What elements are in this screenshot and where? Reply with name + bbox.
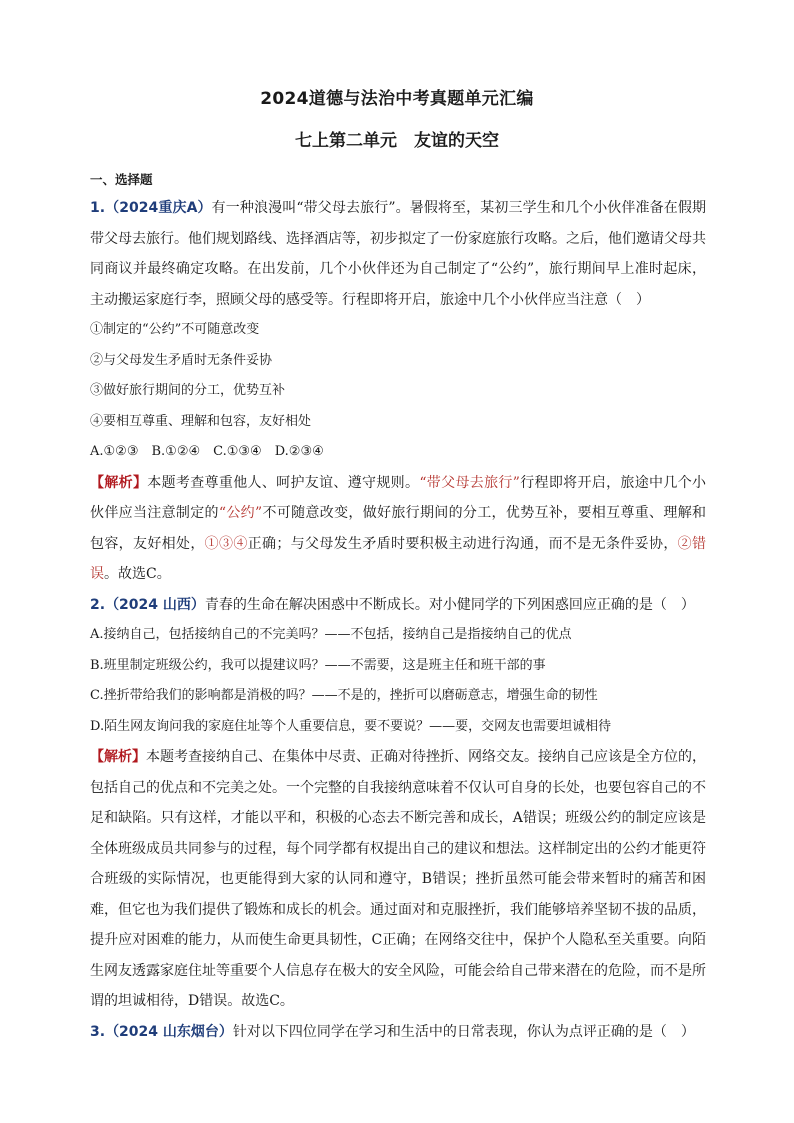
- question-number: 3.: [90, 1023, 106, 1040]
- question-3: [90, 1017, 706, 1048]
- question-1: [90, 193, 706, 315]
- analysis-2: [90, 742, 706, 1017]
- option-c: C.挫折带给我们的影响都是消极的吗？——不是的，挫折可以磨砺意志，增强生命的韧性: [90, 688, 598, 703]
- analysis-text: 本题考查接纳自己、在集体中尽责、正确对待挫折、网络交友。接纳自己应该是全方位的，包括自己的优点和不完美之处。一个完整的自我接纳意味着不仅认可自身的长处，也要包容自己的不足和缺陷。只有这样，才能以平和，积极的心态去不断完善和成长，A错误；班级公约的制定应该是全体班级成员共同参与的过程，每个同学都有权提出自己的建议和想法。这样制定出的公约才能更符合班级的实际情况，也更能得到大家的认同和遵守，B错误；挫折虽然可能会带来暂时的痛苦和困难，但它也为我们提供了锻炼和成长的机会。通过面对和克服挫折，我们能够培养坚韧不拔的品质，提升应对困难的能力，从而使生命更具韧性，C正确；在网络交往中，保护个人隐私至关重要。向陌生网友透露家庭住址等重要个人信息存在极大的安全风险，可能会给自己带来潜在的危险，而不是所谓的坦诚相待，D错误。故选C。: [90, 749, 706, 1009]
- option-a: A.接纳自己，包括接纳自己的不完美吗？——不包括，接纳自己是指接纳自己的优点: [90, 627, 572, 642]
- question-source: （2024重庆A）: [105, 200, 212, 216]
- question-text: 青春的生命在解决困惑中不断成长。对小健同学的下列困惑回应正确的是（ ）: [204, 596, 695, 613]
- analysis-tag: 【解析】: [90, 749, 146, 765]
- analysis-text: 不可随意改变，做好旅行期间的分工，优势互补，要相互尊重、理解和包容，友好相处，: [90, 505, 707, 552]
- option-1: ①制定的“公约”不可随意改变: [90, 322, 260, 337]
- analysis-text: 。故选C。: [104, 566, 171, 582]
- option-4: ④要相互尊重、理解和包容，友好相处: [90, 413, 312, 429]
- question-source: （2024 山东烟台）: [105, 1023, 233, 1040]
- analysis-quote: “带父母去旅行”: [419, 474, 520, 491]
- option-3: ③做好旅行期间的分工，优势互补: [90, 383, 286, 398]
- analysis-quote: “公约”: [218, 505, 263, 521]
- analysis-text: 行程即将开启，旅途中几个小伙伴应当注意制定的: [90, 474, 707, 521]
- analysis-tag: 【解析】: [90, 474, 148, 491]
- question-text: 有一种浪漫叫“带父母去旅行”。暑假将至，某初三学生和几个小伙伴准备在假期带父母去旅行。他们规划路线、选择酒店等，初步拟定了一份家庭旅行攻略。之后，他们邀请父母共同商议并最终确定攻略。在出发前，几个小伙伴还为自己制定了“公约”，旅行期间早上准时起床，主动搬运家庭行李，照顾父母的感受等。行程即将开启，旅途中几个小伙伴应当注意（ ）: [90, 200, 706, 308]
- analysis-text: 本题考查尊重他人、呵护友谊、遵守规则。: [147, 474, 420, 491]
- analysis-highlight: ①③④: [204, 535, 248, 552]
- question-number: 1.: [90, 200, 106, 216]
- document-body: [90, 193, 706, 1047]
- page-subtitle: 七上第二单元 友谊的天空: [295, 131, 499, 151]
- option-b: B.班里制定班级公约，我可以提建议吗？——不需要，这是班主任和班干部的事: [90, 657, 546, 673]
- question-number: 2.: [90, 596, 106, 613]
- question-2: [90, 590, 706, 621]
- option-2: ②与父母发生矛盾时无条件妥协: [90, 352, 273, 368]
- page-title: 2024道德与法治中考真题单元汇编: [260, 89, 534, 109]
- analysis-1: [90, 468, 706, 590]
- analysis-highlight: ②错误: [90, 535, 707, 582]
- question-text: 针对以下四位同学在学习和生活中的日常表现，你认为点评正确的是（ ）: [232, 1023, 695, 1040]
- option-d: D.陌生网友询问我的家庭住址等个人重要信息，要不要说？——要，交网友也需要坦诚相待: [90, 718, 612, 734]
- section-heading: 一、选择题: [90, 172, 153, 187]
- question-source: （2024 山西）: [105, 596, 205, 613]
- analysis-text: 正确；与父母发生矛盾时要积极主动进行沟通，而不是无条件妥协，: [247, 535, 678, 552]
- answer-choices: A.①②③ B.①②④ C.①③④ D.②③④: [90, 444, 324, 459]
